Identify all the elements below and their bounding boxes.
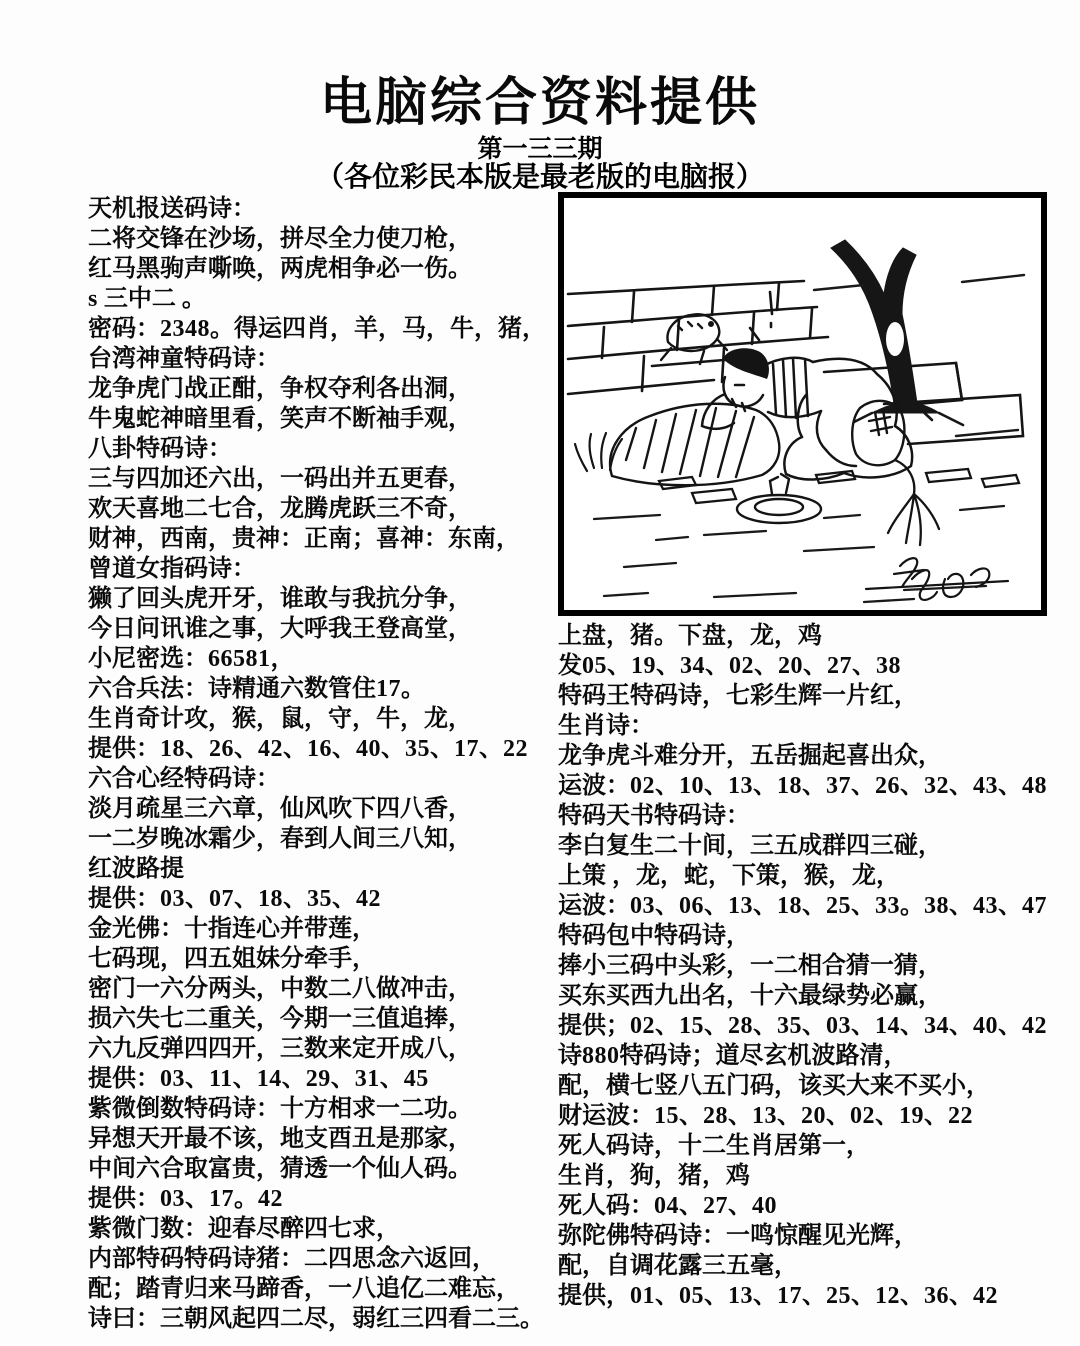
text-line: 运波：03、06、13、18、25、33。38、43、47 — [558, 893, 1047, 919]
text-line: 提供：03、11、14、29、31、45 — [88, 1066, 429, 1092]
text-line: 买东买西九出名，十六最绿势必赢， — [558, 983, 942, 1009]
page-title: 电脑综合资料提供 — [319, 74, 760, 132]
text-line: 淡月疏星三六章，仙风吹下四八香， — [88, 796, 472, 822]
text-line: 龙争虎斗难分开，五岳掘起喜出众， — [558, 743, 942, 769]
text-line: 生肖奇计攻，猴，鼠，守，牛，龙， — [88, 706, 472, 732]
text-line: 李白复生二十间，三五成群四三碰， — [558, 833, 942, 859]
rock-mound — [610, 404, 779, 486]
text-line: 损六失七二重关，今期一三值追捧， — [88, 1006, 472, 1032]
text-line: 财神，西南，贵神：正南；喜神：东南， — [88, 526, 520, 552]
illustration-frame — [558, 192, 1047, 616]
text-line: 特码天书特码诗： — [558, 803, 750, 829]
text-line: 配；踏青归来马蹄香，一八追亿二难忘， — [88, 1276, 520, 1302]
left-text-column — [88, 194, 566, 1334]
text-line: 紫微门数：迎春尽醉四七求， — [88, 1216, 400, 1242]
text-line: 金光佛：十指连心并带莲， — [88, 916, 376, 942]
text-line: 配，横七竖八五门码，该买大来不买小， — [558, 1073, 990, 1099]
text-line: 一二岁晚冰霜少，春到人间三八知， — [88, 826, 472, 852]
text-line: 密门一六分两头，中数二八做冲击， — [88, 976, 472, 1002]
text-line: 死人码诗，十二生肖居第一， — [558, 1133, 870, 1159]
text-line: 提供；02、15、28、35、03、14、34、40、42 — [558, 1013, 1047, 1039]
text-line: 六合心经特码诗： — [88, 766, 280, 792]
text-line: 特码包中特码诗， — [558, 923, 750, 949]
text-line: 牛鬼蛇神暗里看，笑声不断袖手观， — [88, 406, 472, 432]
text-line: 曾道女指码诗： — [88, 556, 256, 582]
text-line: 小尼密选：66581， — [88, 646, 295, 672]
text-line: 发05、19、34、02、20、27、38 — [558, 653, 901, 679]
text-line: 提供：03、07、18、35、42 — [88, 886, 381, 912]
text-line: 台湾神童特码诗： — [88, 346, 280, 372]
text-line: 捧小三码中头彩，一二相合猜一猜， — [558, 953, 942, 979]
text-line: 密码：2348。得运四肖，羊，马，牛，猪， — [88, 316, 546, 342]
text-line: 配，自调花露三五毫， — [558, 1253, 798, 1279]
text-line: 上策 ，龙，蛇，下策，猴，龙， — [558, 863, 900, 889]
text-line: 红波路提 — [88, 856, 184, 882]
text-line: 中间六合取富贵，猜透一个仙人码。 — [88, 1156, 472, 1182]
text-line: 运波：02、10、13、18、37、26、32、43、48 — [558, 773, 1047, 799]
text-line: 龙争虎门战正酣，争权夺利各出洞， — [88, 376, 472, 402]
text-line: 红马黑驹声嘶唤，两虎相争必一伤。 — [88, 256, 472, 282]
text-line: 弥陀佛特码诗：一鸣惊醒见光辉， — [558, 1223, 918, 1249]
toad-figure — [661, 314, 727, 364]
text-line: 六九反弹四四开，三数来定开成八， — [88, 1036, 472, 1062]
text-line: 今日问讯谁之事，大呼我王登高堂， — [88, 616, 472, 642]
issue-number: 第一三三期 — [477, 135, 603, 163]
text-line: 八卦特码诗： — [88, 436, 232, 462]
brick-wall — [568, 281, 828, 394]
text-line: 六合兵法：诗精通六数管住17。 — [88, 676, 425, 702]
edition-note: （各位彩民本版是最老版的电脑报） — [315, 161, 764, 192]
grass-tuft — [575, 433, 622, 471]
right-text-column — [558, 621, 1074, 1311]
text-line: 欢天喜地二七合，龙腾虎跃三不奇， — [88, 496, 472, 522]
incense-coil — [737, 474, 821, 523]
text-line: 生肖诗： — [558, 713, 654, 739]
text-line: 异想天开最不该，地支酉丑是那家， — [88, 1126, 472, 1152]
text-line: 提供：18、26、42、16、40、35、17、22 — [88, 736, 528, 762]
text-line: 天机报送码诗： — [88, 196, 256, 222]
text-line: 特码王特码诗，七彩生辉一片红， — [558, 683, 918, 709]
text-line: s 三中二 。 — [88, 286, 206, 312]
dead-tree — [831, 240, 963, 425]
text-line: 死人码：04、27、40 — [558, 1193, 777, 1219]
text-line: 诗曰：三朝风起四二尽，弱红三四看二三。 — [88, 1306, 544, 1332]
text-line: 提供：03、17。42 — [88, 1186, 283, 1212]
text-line: 獭了回头虎开牙，谁敢与我抗分争， — [88, 586, 472, 612]
text-line: 二将交锋在沙场，拼尽全力使刀枪， — [88, 226, 472, 252]
text-line: 紫微倒数特码诗：十方相求一二功。 — [88, 1096, 472, 1122]
text-line: 财运波：15、28、13、20、02、19、22 — [558, 1103, 973, 1129]
signature-scribble — [866, 558, 1008, 600]
text-line: 内部特码特码诗猪：二四思念六返回， — [88, 1246, 496, 1272]
text-line: 七码现，四五姐妹分牵手， — [88, 946, 376, 972]
text-line: 上盘，猪。下盘，龙，鸡 — [558, 623, 822, 649]
illustration-drawing — [564, 198, 1041, 610]
text-line: 提供，01、05、13、17、25、12、36、42 — [558, 1283, 998, 1309]
text-line: 三与四加还六出，一码出并五更春， — [88, 466, 472, 492]
text-line: 诗880特码诗；道尽玄机波路清， — [558, 1043, 908, 1069]
text-line: 生肖，狗，猪，鸡 — [558, 1163, 750, 1189]
